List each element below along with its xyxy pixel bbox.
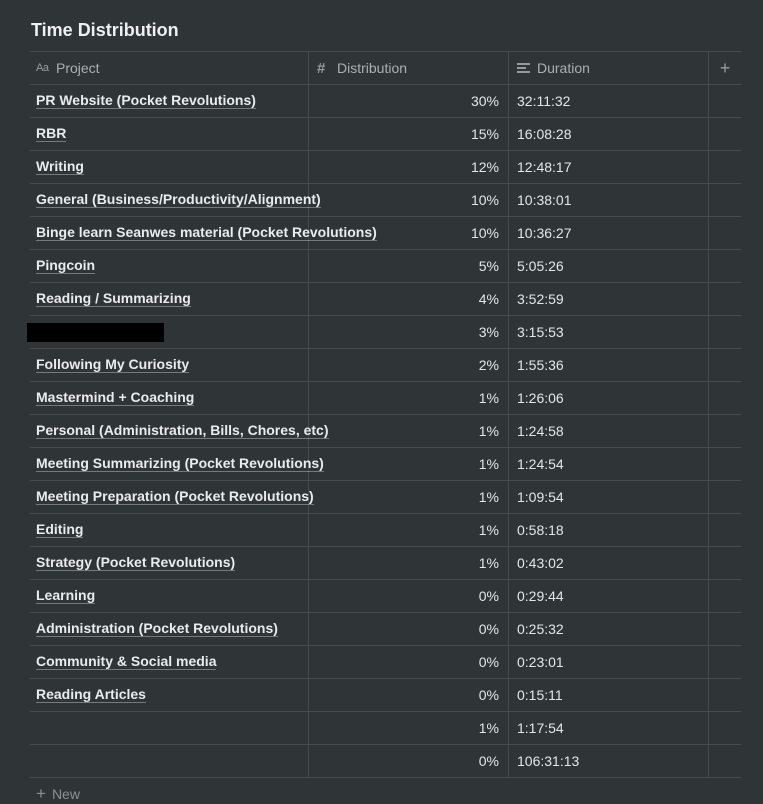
- page-title: Time Distribution: [31, 20, 179, 40]
- project-name[interactable]: Pingcoin: [36, 257, 96, 273]
- cell-project[interactable]: [30, 217, 377, 249]
- distribution-value: 1%: [478, 555, 499, 571]
- cell-distribution[interactable]: [309, 316, 509, 348]
- cell-duration[interactable]: [509, 85, 709, 117]
- cell-duration[interactable]: [509, 415, 709, 447]
- cell-duration[interactable]: [509, 580, 709, 612]
- column-header-label: Duration: [537, 60, 590, 76]
- table-row[interactable]: [30, 547, 741, 580]
- project-name[interactable]: Community & Social media: [36, 653, 217, 669]
- distribution-value: 1%: [478, 522, 499, 538]
- cell-duration[interactable]: [509, 646, 709, 678]
- cell-distribution[interactable]: [309, 85, 509, 117]
- cell-distribution[interactable]: [309, 250, 509, 282]
- cell-duration[interactable]: [509, 250, 709, 282]
- cell-empty: [709, 250, 741, 282]
- cell-empty: [709, 646, 741, 678]
- cell-duration[interactable]: [509, 283, 709, 315]
- duration-value: 1:26:06: [517, 390, 564, 406]
- cell-duration[interactable]: [509, 547, 709, 579]
- text-lines-icon: [517, 63, 530, 73]
- project-name[interactable]: Editing: [36, 521, 84, 537]
- distribution-value: 2%: [478, 357, 499, 373]
- cell-distribution[interactable]: [309, 283, 509, 315]
- cell-duration[interactable]: [509, 481, 709, 513]
- cell-empty: [709, 85, 741, 117]
- duration-value: 1:24:54: [517, 456, 564, 472]
- duration-value: 0:25:32: [517, 621, 564, 637]
- cell-empty: [709, 349, 741, 381]
- distribution-value: 12%: [470, 159, 499, 175]
- cell-distribution[interactable]: [309, 118, 509, 150]
- cell-empty: [709, 151, 741, 183]
- table-row[interactable]: [30, 613, 741, 646]
- cell-empty: [709, 613, 741, 645]
- distribution-value: 5%: [478, 258, 499, 274]
- cell-duration[interactable]: [509, 745, 709, 777]
- distribution-value: 30%: [470, 93, 499, 109]
- cell-duration[interactable]: [509, 217, 709, 249]
- cell-distribution[interactable]: [309, 382, 509, 414]
- column-header-project[interactable]: [30, 52, 309, 84]
- cell-duration[interactable]: [509, 679, 709, 711]
- cell-empty: [709, 745, 741, 777]
- project-name[interactable]: Reading Articles: [36, 686, 146, 702]
- column-header-duration[interactable]: [509, 52, 709, 84]
- cell-project[interactable]: [30, 316, 309, 348]
- project-name[interactable]: PR Website (Pocket Revolutions): [36, 92, 256, 108]
- duration-value: 16:08:28: [517, 126, 572, 142]
- project-name[interactable]: Binge learn Seanwes material (Pocket Revolutions): [36, 224, 377, 240]
- column-header-label: Project: [56, 60, 100, 76]
- project-name[interactable]: Writing: [36, 158, 84, 174]
- cell-empty: [709, 679, 741, 711]
- plus-icon: +: [719, 57, 731, 78]
- distribution-value: 0%: [478, 588, 499, 604]
- cell-project[interactable]: [30, 514, 309, 546]
- cell-distribution[interactable]: [309, 349, 509, 381]
- cell-empty: [709, 448, 741, 480]
- table-row[interactable]: [30, 382, 741, 415]
- cell-project[interactable]: [30, 679, 309, 711]
- duration-value: 106:31:13: [517, 753, 580, 769]
- cell-project[interactable]: [30, 580, 309, 612]
- cell-duration[interactable]: [509, 118, 709, 150]
- distribution-value: 10%: [470, 192, 499, 208]
- table-row[interactable]: [30, 85, 741, 118]
- cell-project[interactable]: [30, 646, 309, 678]
- cell-duration[interactable]: [509, 151, 709, 183]
- table-row[interactable]: [30, 646, 741, 679]
- cell-distribution[interactable]: [309, 613, 509, 645]
- cell-distribution[interactable]: [309, 580, 509, 612]
- cell-empty: [709, 481, 741, 513]
- cell-empty: [709, 118, 741, 150]
- cell-distribution[interactable]: [309, 217, 509, 249]
- duration-value: 3:15:53: [517, 324, 564, 340]
- column-header-distribution[interactable]: [309, 52, 509, 84]
- cell-duration[interactable]: [509, 316, 709, 348]
- new-row-button[interactable]: [36, 784, 80, 804]
- table-row[interactable]: [30, 448, 741, 481]
- table-row[interactable]: [30, 745, 741, 778]
- duration-value: 0:58:18: [517, 522, 564, 538]
- column-header-label: Distribution: [337, 60, 408, 76]
- distribution-value: 0%: [478, 621, 499, 637]
- text-property-icon: Aa: [36, 62, 49, 74]
- project-name[interactable]: Learning: [36, 587, 96, 603]
- table-row[interactable]: [30, 151, 741, 184]
- cell-distribution[interactable]: [309, 415, 509, 447]
- table-row[interactable]: [30, 118, 741, 151]
- duration-value: 0:15:11: [517, 687, 563, 703]
- cell-project[interactable]: [30, 151, 309, 183]
- duration-value: 12:48:17: [517, 159, 572, 175]
- cell-empty: [709, 712, 741, 744]
- distribution-value: 1%: [478, 423, 499, 439]
- time-distribution-table: [30, 51, 741, 778]
- cell-duration[interactable]: [509, 448, 709, 480]
- cell-project[interactable]: [30, 382, 309, 414]
- cell-empty: [709, 514, 741, 546]
- cell-project[interactable]: [30, 481, 314, 513]
- table-row[interactable]: [30, 679, 741, 712]
- project-name[interactable]: Meeting Preparation (Pocket Revolutions): [36, 488, 314, 504]
- cell-project[interactable]: [30, 118, 309, 150]
- cell-distribution[interactable]: [309, 745, 509, 777]
- distribution-value: 1%: [478, 456, 499, 472]
- table-row[interactable]: [30, 283, 741, 316]
- cell-distribution[interactable]: [309, 448, 509, 480]
- cell-empty: [709, 184, 741, 216]
- duration-value: 5:05:26: [517, 258, 564, 274]
- cell-empty: [709, 580, 741, 612]
- cell-project[interactable]: [30, 613, 309, 645]
- project-name[interactable]: RBR: [36, 125, 67, 141]
- cell-empty: [709, 382, 741, 414]
- cell-project[interactable]: [30, 745, 309, 777]
- cell-empty: [709, 217, 741, 249]
- cell-distribution[interactable]: [309, 151, 509, 183]
- distribution-value: 0%: [478, 687, 499, 703]
- duration-value: 1:09:54: [517, 489, 564, 505]
- table-row[interactable]: [30, 250, 741, 283]
- distribution-value: 15%: [470, 126, 499, 142]
- distribution-value: 0%: [478, 654, 499, 670]
- cell-project[interactable]: [30, 448, 324, 480]
- cell-duration[interactable]: [509, 184, 709, 216]
- redacted-block: [27, 323, 164, 342]
- project-name[interactable]: Following My Curiosity: [36, 356, 190, 372]
- distribution-value: 1%: [478, 390, 499, 406]
- cell-duration[interactable]: [509, 712, 709, 744]
- cell-project[interactable]: [30, 349, 309, 381]
- table-row[interactable]: [30, 580, 741, 613]
- cell-project[interactable]: [30, 415, 329, 447]
- cell-project[interactable]: [30, 547, 309, 579]
- project-name[interactable]: Personal (Administration, Bills, Chores, etc): [36, 422, 329, 438]
- project-name[interactable]: General (Business/Productivity/Alignment): [36, 191, 321, 207]
- table-header: [30, 51, 741, 85]
- cell-distribution[interactable]: [309, 679, 509, 711]
- distribution-value: 4%: [478, 291, 499, 307]
- duration-value: 0:23:01: [517, 654, 564, 670]
- duration-value: 0:29:44: [517, 588, 564, 604]
- cell-distribution[interactable]: [309, 712, 509, 744]
- add-column-button[interactable]: [709, 52, 741, 84]
- cell-project[interactable]: [30, 283, 309, 315]
- project-name[interactable]: Reading / Summarizing: [36, 290, 191, 306]
- table-row[interactable]: [30, 217, 741, 250]
- distribution-value: 1%: [478, 489, 499, 505]
- cell-project[interactable]: [30, 712, 309, 744]
- table-row[interactable]: [30, 514, 741, 547]
- duration-value: 0:43:02: [517, 555, 564, 571]
- distribution-value: 0%: [478, 753, 499, 769]
- plus-icon: +: [36, 784, 46, 803]
- duration-value: 3:52:59: [517, 291, 564, 307]
- table-row[interactable]: [30, 415, 741, 448]
- table-row[interactable]: [30, 316, 741, 349]
- cell-empty: [709, 415, 741, 447]
- table-body: [30, 85, 741, 778]
- cell-empty: [709, 283, 741, 315]
- project-name[interactable]: Mastermind + Coaching: [36, 389, 195, 405]
- cell-distribution[interactable]: [309, 646, 509, 678]
- distribution-value: 1%: [478, 720, 499, 736]
- table-row[interactable]: [30, 349, 741, 382]
- cell-duration[interactable]: [509, 613, 709, 645]
- table-row[interactable]: [30, 481, 741, 514]
- distribution-value: 3%: [478, 324, 499, 340]
- number-property-icon: #: [317, 59, 326, 77]
- duration-value: 10:36:27: [517, 225, 572, 241]
- cell-project[interactable]: [30, 85, 309, 117]
- cell-project[interactable]: [30, 250, 309, 282]
- cell-empty: [709, 547, 741, 579]
- duration-value: 32:11:32: [517, 93, 571, 109]
- cell-distribution[interactable]: [309, 184, 509, 216]
- duration-value: 1:55:36: [517, 357, 564, 373]
- project-name[interactable]: Meeting Summarizing (Pocket Revolutions): [36, 455, 324, 471]
- cell-distribution[interactable]: [309, 547, 509, 579]
- cell-duration[interactable]: [509, 514, 709, 546]
- duration-value: 1:17:54: [517, 720, 564, 736]
- distribution-value: 10%: [470, 225, 499, 241]
- cell-empty: [709, 316, 741, 348]
- duration-value: 1:24:58: [517, 423, 564, 439]
- project-name[interactable]: Administration (Pocket Revolutions): [36, 620, 278, 636]
- table-row[interactable]: [30, 712, 741, 745]
- cell-duration[interactable]: [509, 382, 709, 414]
- new-row-label: New: [51, 786, 80, 802]
- project-name[interactable]: Strategy (Pocket Revolutions): [36, 554, 236, 570]
- cell-distribution[interactable]: [309, 514, 509, 546]
- duration-value: 10:38:01: [517, 192, 572, 208]
- cell-distribution[interactable]: [309, 481, 509, 513]
- cell-project[interactable]: [30, 184, 321, 216]
- table-row[interactable]: [30, 184, 741, 217]
- cell-duration[interactable]: [509, 349, 709, 381]
